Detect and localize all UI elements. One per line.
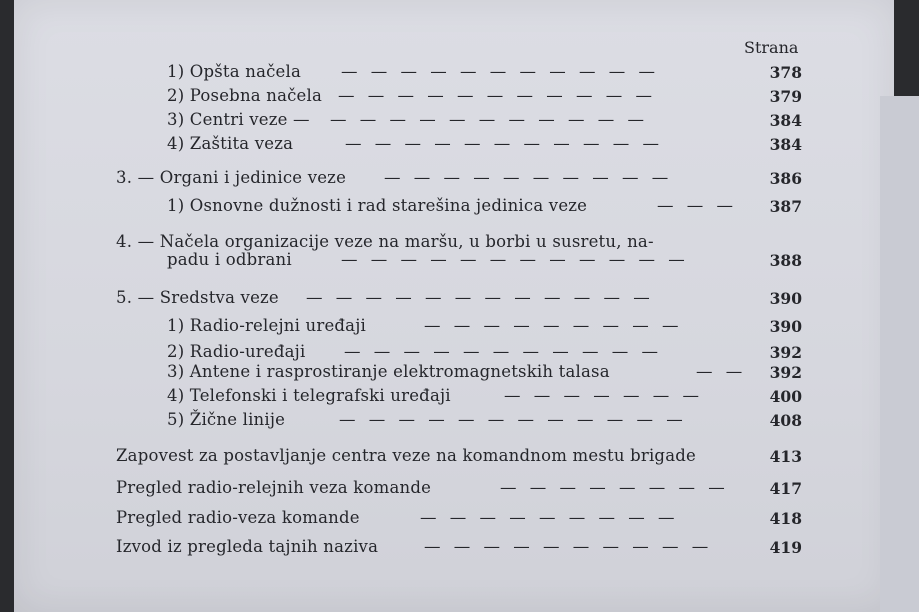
toc-page-number: 384	[769, 135, 802, 154]
toc-leader-dashes: — — — — — — — — — — — —	[306, 288, 654, 307]
toc-entry-title: padu i odbrani	[167, 250, 292, 269]
toc-page-number: 413	[769, 447, 802, 466]
toc-page-number: 388	[769, 251, 802, 270]
toc-page-number: 408	[769, 411, 802, 430]
toc-entry-title: Pregled radio-veza komande	[116, 508, 360, 527]
next-page-edge	[880, 96, 919, 612]
toc-leader-dashes: — — — — — — — — — — —	[330, 110, 648, 129]
toc-leader-dashes: — — — — — — — — — — —	[345, 134, 663, 153]
toc-page-number: 390	[769, 317, 802, 336]
toc-leader-dashes: — — — — — — — — — — — —	[339, 410, 687, 429]
toc-page-number: 387	[769, 197, 802, 216]
toc-page-number: 400	[769, 387, 802, 406]
toc-leader-dashes: — — — — — — — — — — —	[338, 86, 656, 105]
toc-entry-title: 1) Osnovne dužnosti i rad starešina jedinica veze	[167, 196, 588, 215]
toc-entry-title: 5. — Sredstva veze	[116, 288, 279, 307]
toc-entry-title: 3) Centri veze —	[167, 110, 310, 129]
toc-leader-dashes: — — — — — — — — — —	[384, 168, 673, 187]
toc-leader-dashes: — — — — — — — — —	[420, 508, 679, 527]
toc-page-number: 392	[769, 363, 802, 382]
toc-entry-title: 4) Zaštita veza	[167, 134, 294, 153]
toc-entry-title: 4) Telefonski i telegrafski uređaji	[167, 386, 451, 405]
toc-page-number: 378	[769, 63, 802, 82]
toc-entry-title: Zapovest za postavljanje centra veze na komandnom mestu brigade	[116, 446, 696, 465]
toc-page-number: 417	[769, 479, 802, 498]
toc-leader-dashes: — — — — — — — — —	[424, 316, 683, 335]
toc-leader-dashes: — — — — — — — — — — —	[344, 342, 662, 361]
toc-entry-title: 1) Opšta načela	[167, 62, 302, 81]
toc-leader-dashes: — — — — — — —	[504, 386, 703, 405]
toc-page-number: 386	[769, 169, 802, 188]
toc-leader-dashes: — —	[696, 362, 747, 381]
toc-page-number: 418	[769, 509, 802, 528]
toc-page-number: 390	[769, 289, 802, 308]
toc-entry-title: Pregled radio-relejnih veza komande	[116, 478, 432, 497]
toc-entry-title: 4. — Načela organizacije veze na maršu, u borbi u susretu, na-	[116, 232, 654, 251]
toc-page-number: 384	[769, 111, 802, 130]
toc-entry-title: Izvod iz pregleda tajnih naziva	[116, 537, 379, 556]
page-column-header: Strana	[744, 38, 799, 57]
toc-entry-title: 3) Antene i rasprostiranje elektromagnetskih talasa	[167, 362, 610, 381]
toc-entry-title: 3. — Organi i jedinice veze	[116, 168, 347, 187]
toc-leader-dashes: — — — — — — — — — —	[424, 537, 713, 556]
toc-entry-title: 1) Radio-relejni uređaji	[167, 316, 366, 335]
toc-entry-title: 2) Radio-uređaji	[167, 342, 306, 361]
toc-entry-title: 2) Posebna načela	[167, 86, 323, 105]
toc-leader-dashes: — — — — — — — —	[500, 478, 729, 497]
toc-page-number: 392	[769, 343, 802, 362]
toc-entry-title: 5) Žične linije	[167, 410, 286, 429]
toc-leader-dashes: — — — — — — — — — — —	[341, 62, 659, 81]
toc-page-number: 379	[769, 87, 802, 106]
toc-leader-dashes: — — — — — — — — — — — —	[341, 250, 689, 269]
toc-page-number: 419	[769, 538, 802, 557]
toc-leader-dashes: — — —	[657, 196, 737, 215]
